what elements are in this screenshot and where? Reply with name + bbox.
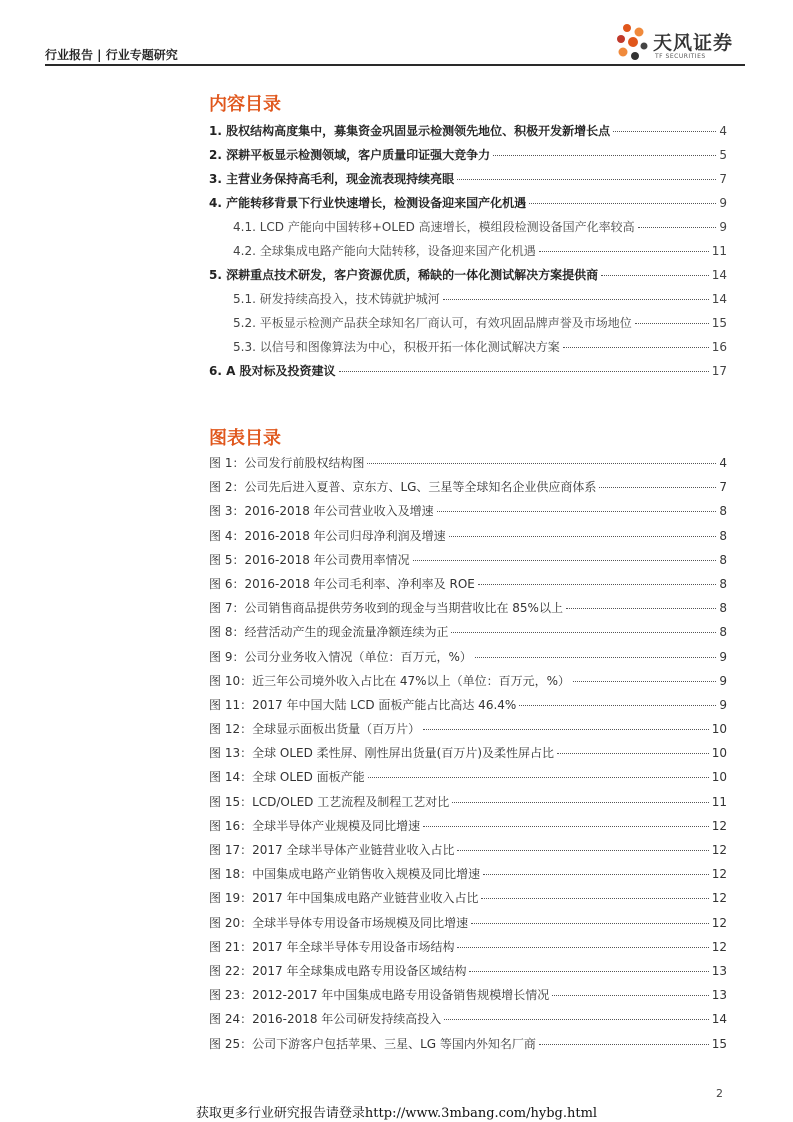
figure-entry-page: 8 — [719, 504, 727, 519]
report-category: 行业报告 | 行业专题研究 — [45, 48, 178, 62]
toc-entry[interactable] — [209, 195, 727, 219]
figures-title: 图表目录 — [209, 428, 281, 449]
toc-entry-page: 9 — [719, 220, 727, 234]
toc-entry[interactable] — [209, 123, 727, 147]
figure-entry[interactable] — [209, 503, 727, 527]
leader-dots — [483, 874, 709, 875]
leader-dots — [437, 511, 717, 512]
figure-entry-title: 图 23：2012-2017 年中国集成电路专用设备销售规模增长情况 — [209, 988, 550, 1003]
figure-entry[interactable] — [209, 552, 727, 576]
figure-entry-page: 12 — [711, 915, 727, 930]
toc-entry-page: 5 — [719, 148, 727, 162]
figure-entry-page: 7 — [719, 480, 727, 495]
leader-dots — [457, 179, 716, 180]
leader-dots — [557, 753, 709, 754]
figure-entry-page: 15 — [711, 1036, 727, 1051]
toc-entry[interactable] — [209, 339, 727, 363]
toc-entry-page: 14 — [711, 292, 727, 306]
figure-entry[interactable] — [209, 479, 727, 503]
figure-entry-page: 8 — [719, 552, 727, 567]
figure-entry-page: 8 — [719, 625, 727, 640]
toc-entry-page: 11 — [711, 244, 727, 258]
leader-dots — [368, 777, 709, 778]
toc-entry-title: 5.1. 研发持续高投入，技术铸就护城河 — [233, 292, 440, 306]
figure-entry-page: 14 — [711, 1012, 727, 1027]
figure-entry-page: 13 — [711, 988, 727, 1003]
figure-entry[interactable] — [209, 576, 727, 600]
leader-dots — [444, 1019, 708, 1020]
figure-entry-title: 图 3：2016-2018 年公司营业收入及增速 — [209, 504, 434, 519]
figure-entry-title: 图 18：中国集成电路产业销售收入规模及同比增速 — [209, 867, 481, 882]
figure-entry[interactable] — [209, 721, 727, 745]
figure-entry-title: 图 16：全球半导体产业规模及同比增速 — [209, 818, 421, 833]
figure-entry[interactable] — [209, 963, 727, 987]
leader-dots — [529, 203, 716, 204]
figure-entry-page: 12 — [711, 891, 727, 906]
leader-dots — [457, 947, 708, 948]
figure-entry-title: 图 19：2017 年中国集成电路产业链营业收入占比 — [209, 891, 479, 906]
figure-entry-title: 图 25：公司下游客户包括苹果、三星、LG 等国内外知名厂商 — [209, 1036, 536, 1051]
figure-entry-page: 9 — [719, 697, 727, 712]
figure-entry-page: 12 — [711, 867, 727, 882]
figure-entry[interactable] — [209, 939, 727, 963]
page-header — [45, 0, 745, 66]
figure-entry-title: 图 14：全球 OLED 面板产能 — [209, 770, 365, 785]
figure-entry-page: 12 — [711, 939, 727, 954]
toc-entry-page: 7 — [719, 172, 727, 186]
leader-dots — [638, 227, 717, 228]
figure-entry-title: 图 4：2016-2018 年公司归母净利润及增速 — [209, 528, 446, 543]
toc-entry-page: 4 — [719, 124, 727, 138]
figure-entry[interactable] — [209, 1011, 727, 1035]
figure-entry[interactable] — [209, 818, 727, 842]
leader-dots — [451, 632, 716, 633]
leader-dots — [452, 802, 709, 803]
toc-entry-title: 4.2. 全球集成电路产能向大陆转移，设备迎来国产化机遇 — [233, 244, 536, 258]
figure-entry[interactable] — [209, 624, 727, 648]
figure-entry[interactable] — [209, 1036, 727, 1060]
toc-entry[interactable] — [209, 291, 727, 315]
toc-title: 内容目录 — [209, 94, 281, 115]
figure-entry-page: 12 — [711, 843, 727, 857]
leader-dots — [573, 681, 716, 682]
figure-entry[interactable] — [209, 455, 727, 479]
figure-entry-page: 8 — [719, 601, 727, 616]
table-of-contents — [209, 123, 727, 387]
figure-entry-title: 图 12：全球显示面板出货量（百万片） — [209, 722, 421, 737]
toc-entry-title: 5. 深耕重点技术研发，客户资源优质，稀缺的一体化测试解决方案提供商 — [209, 268, 599, 282]
leader-dots — [423, 729, 709, 730]
figure-entry-page: 11 — [711, 794, 727, 809]
figure-entry-page: 10 — [711, 746, 727, 761]
figure-entry[interactable] — [209, 890, 727, 914]
flower-logo-icon — [613, 22, 651, 64]
leader-dots — [599, 487, 716, 488]
figure-entry-page: 4 — [719, 456, 727, 470]
leader-dots — [493, 155, 716, 156]
figure-entry-title: 图 17：2017 全球半导体产业链营业收入占比 — [209, 843, 455, 857]
logo-english-name: TF SECURITIES — [655, 53, 706, 60]
figure-entry-title: 图 5：2016-2018 年公司费用率情况 — [209, 552, 410, 567]
header-divider — [45, 64, 745, 66]
figure-entry[interactable] — [209, 697, 727, 721]
leader-dots — [449, 536, 717, 537]
toc-entry[interactable] — [209, 171, 727, 195]
figure-entry-page: 9 — [719, 649, 727, 664]
figure-entry-page: 12 — [711, 818, 727, 833]
toc-entry-title: 4. 产能转移背景下行业快速增长，检测设备迎来国产化机遇 — [209, 196, 527, 210]
figure-entry-title: 图 24：2016-2018 年公司研发持续高投入 — [209, 1012, 442, 1027]
leader-dots — [601, 275, 709, 276]
figure-entry-page: 10 — [711, 770, 727, 785]
leader-dots — [423, 826, 709, 827]
figure-entry-title: 图 9：公司分业务收入情况（单位：百万元，%） — [209, 649, 472, 664]
leader-dots — [457, 850, 708, 851]
figure-entry-title: 图 22：2017 年全球集成电路专用设备区域结构 — [209, 963, 467, 978]
leader-dots — [539, 1044, 709, 1045]
toc-entry-title: 3. 主营业务保持高毛利，现金流表现持续亮眼 — [209, 172, 455, 186]
figure-entry-title: 图 20：全球半导体专用设备市场规模及同比增速 — [209, 915, 469, 930]
leader-dots — [519, 705, 716, 706]
figure-entry[interactable] — [209, 649, 727, 673]
figure-entry[interactable] — [209, 600, 727, 624]
leader-dots — [367, 463, 716, 464]
figure-entry-page: 9 — [719, 673, 727, 688]
toc-entry-page: 17 — [711, 364, 727, 378]
toc-entry-title: 5.2. 平板显示检测产品获全球知名厂商认可，有效巩固品牌声誉及市场地位 — [233, 316, 632, 330]
toc-entry[interactable] — [209, 267, 727, 291]
logo-chinese-name: 天风证券 — [653, 32, 734, 54]
leader-dots — [552, 995, 708, 996]
toc-entry[interactable] — [209, 243, 727, 267]
figure-entry[interactable] — [209, 987, 727, 1011]
leader-dots — [478, 584, 717, 585]
toc-entry-title: 1. 股权结构高度集中，募集资金巩固显示检测领先地位、积极开发新增长点 — [209, 124, 611, 138]
figure-entry-page: 13 — [711, 963, 727, 978]
leader-dots — [339, 371, 709, 372]
figure-entry[interactable] — [209, 528, 727, 552]
page-number: 2 — [716, 1087, 723, 1100]
toc-entry-title: 4.1. LCD 产能向中国转移+OLED 高速增长，模组段检测设备国产化率较高 — [233, 220, 635, 234]
toc-entry-page: 9 — [719, 196, 727, 210]
figure-entry-title: 图 8：经营活动产生的现金流量净额连续为正 — [209, 625, 449, 640]
leader-dots — [443, 299, 709, 300]
figure-entry-title: 图 1：公司发行前股权结构图 — [209, 456, 365, 470]
figure-entry[interactable] — [209, 842, 727, 866]
footer-link-text[interactable]: 获取更多行业研究报告请登录http://www.3mbang.com/hybg.html — [195, 1106, 598, 1121]
toc-entry[interactable] — [209, 147, 727, 171]
toc-entry[interactable] — [209, 315, 727, 339]
figure-entry-title: 图 15：LCD/OLED 工艺流程及制程工艺对比 — [209, 794, 450, 809]
figure-entry-title: 图 11：2017 年中国大陆 LCD 面板产能占比高达 46.4% — [209, 697, 517, 712]
figure-entry-page: 8 — [719, 576, 727, 591]
toc-entry[interactable] — [209, 363, 727, 387]
leader-dots — [475, 657, 717, 658]
figure-entry[interactable] — [209, 915, 727, 939]
leader-dots — [613, 131, 716, 132]
leader-dots — [566, 608, 716, 609]
toc-entry-page: 15 — [711, 316, 727, 330]
leader-dots — [469, 971, 708, 972]
leader-dots — [635, 323, 709, 324]
toc-entry-title: 6. A 股对标及投资建议 — [209, 364, 336, 378]
leader-dots — [471, 923, 709, 924]
figure-entry-title: 图 13：全球 OLED 柔性屏、刚性屏出货量(百万片)及柔性屏占比 — [209, 746, 555, 761]
toc-entry-title: 2. 深耕平板显示检测领域，客户质量印证强大竞争力 — [209, 148, 491, 162]
leader-dots — [413, 560, 717, 561]
figure-entry-title: 图 10：近三年公司境外收入占比在 47%以上（单位：百万元，%） — [209, 673, 570, 688]
leader-dots — [481, 898, 708, 899]
figure-entry[interactable] — [209, 794, 727, 818]
figure-entry[interactable] — [209, 769, 727, 793]
figures-list — [209, 455, 727, 1060]
figure-entry-page: 10 — [711, 722, 727, 737]
toc-entry-page: 14 — [711, 268, 727, 282]
toc-entry-title: 5.3. 以信号和图像算法为中心，积极开拓一体化测试解决方案 — [233, 340, 560, 354]
tf-securities-logo — [613, 22, 733, 66]
figure-entry-title: 图 2：公司先后进入夏普、京东方、LG、三星等全球知名企业供应商体系 — [209, 480, 597, 495]
figure-entry[interactable] — [209, 673, 727, 697]
figure-entry[interactable] — [209, 866, 727, 890]
figure-entry-title: 图 7：公司销售商品提供劳务收到的现金与当期营收比在 85%以上 — [209, 601, 563, 616]
toc-entry[interactable] — [209, 219, 727, 243]
figure-entry[interactable] — [209, 745, 727, 769]
leader-dots — [539, 251, 709, 252]
toc-entry-page: 16 — [711, 340, 727, 354]
leader-dots — [563, 347, 709, 348]
figure-entry-title: 图 6：2016-2018 年公司毛利率、净利率及 ROE — [209, 576, 475, 591]
figure-entry-title: 图 21：2017 年全球半导体专用设备市场结构 — [209, 939, 455, 954]
figure-entry-page: 8 — [719, 528, 727, 543]
